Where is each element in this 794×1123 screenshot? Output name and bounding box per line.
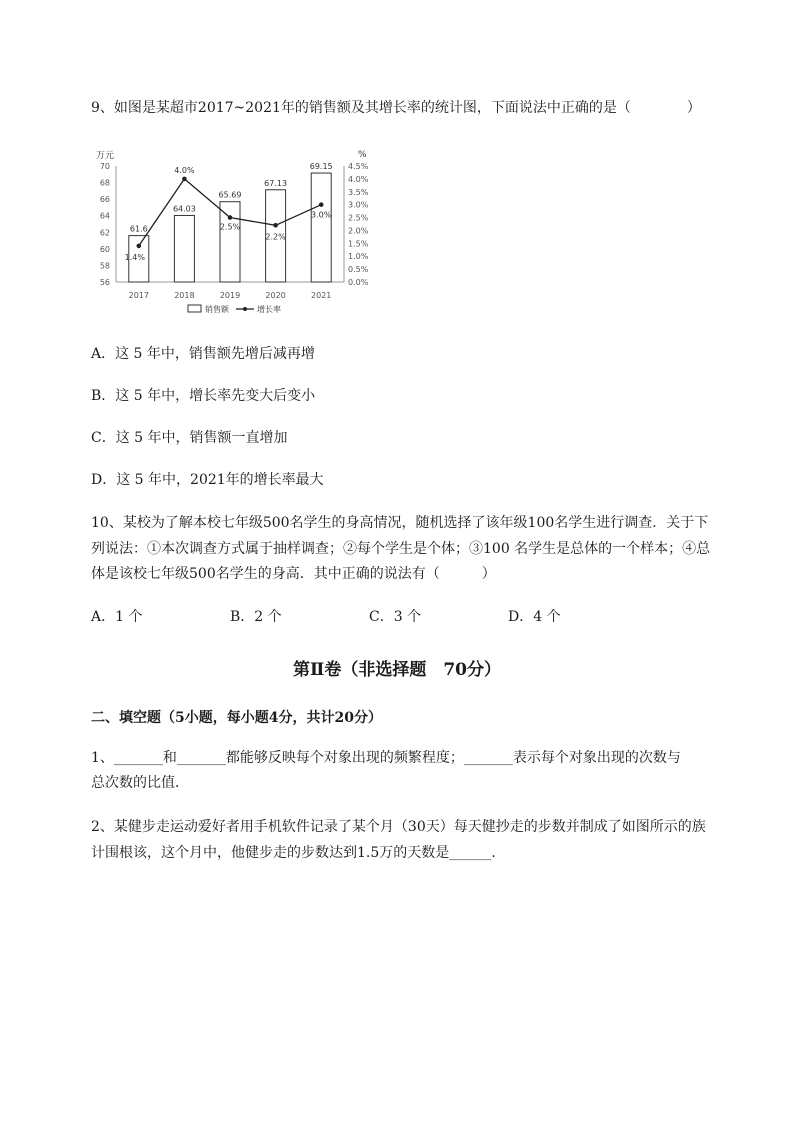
y-left-tick-label: 64 [99, 211, 110, 221]
y-left-tick-label: 60 [99, 244, 110, 254]
y-left-tick-label: 62 [99, 228, 110, 238]
y-right-tick-label: 4.5% [348, 162, 369, 171]
y-right-tick-label: 0.5% [348, 265, 369, 275]
bar-data-label: 67.13 [264, 178, 288, 188]
q9-option-c: C．这 5 年中，销售额一直增加 [91, 430, 288, 446]
q10-option-a: A．1 个 [91, 609, 143, 625]
fill-q2-line-1: 2、某健步走运动爱好者用手机软件记录了某个月（30天）每天健抄走的步数并制成了如图所示的族 [91, 819, 706, 835]
line-data-label: 4.0% [174, 165, 195, 175]
legend-bar-label: 销售额 [205, 305, 229, 314]
growth-rate-point [182, 177, 187, 182]
q10-option-c: C．3 个 [369, 609, 422, 625]
growth-rate-point [273, 223, 278, 228]
y-right-unit: % [358, 150, 367, 160]
bar-sales [311, 173, 331, 282]
q10-option-b: B．2 个 [230, 609, 282, 625]
x-tick-label: 2021 [311, 291, 332, 300]
bar-sales [220, 202, 240, 282]
growth-rate-point [137, 244, 142, 249]
line-data-label: 2.2% [265, 232, 286, 242]
line-data-label: 1.4% [124, 252, 145, 262]
bar-data-label: 69.15 [309, 162, 333, 172]
legend-line-marker [243, 307, 247, 311]
line-data-label: 2.5% [219, 222, 241, 232]
sales-growth-chart [88, 142, 388, 322]
q9-option-a: A．这 5 年中，销售额先增后减再增 [91, 346, 315, 362]
bar-data-label: 65.69 [218, 190, 242, 200]
y-right-tick-label: 2.0% [348, 226, 369, 236]
y-right-tick-label: 3.5% [348, 187, 369, 197]
bar-data-label: 61.6 [129, 224, 148, 234]
fill-q2-line-2: 计围根该，这个月中，他健步走的步数达到1.5万的天数是______. [91, 845, 496, 861]
y-left-unit: 万元 [96, 151, 115, 161]
y-left-tick-label: 66 [99, 195, 110, 205]
q10-line-3: 体是该校七年级500名学生的身高．其中正确的说法有（ ） [91, 566, 496, 582]
fill-q1-line-1: 1、_______和_______都能够反映每个对象出现的频繁程度；_______表示每个对象出现的次数与 [91, 750, 681, 766]
part-2-title: 第Ⅱ卷（非选择题 70分） [293, 660, 501, 680]
growth-rate-point [228, 215, 233, 220]
x-tick-label: 2018 [174, 291, 195, 300]
y-left-tick-label: 68 [99, 178, 110, 188]
y-right-tick-label: 3.0% [348, 200, 369, 210]
fill-q1-line-2: 总次数的比值． [91, 775, 189, 791]
q10-line-1: 10、某校为了解本校七年级500名学生的身高情况，随机选择了该年级100名学生进行调查．关于下 [91, 515, 709, 531]
q9-option-d: D．这 5 年中，2021年的增长率最大 [91, 472, 324, 488]
q9-stem: 9、如图是某超市2017~2021年的销售额及其增长率的统计图，下面说法中正确的是（ ） [91, 100, 701, 116]
q9-option-b: B．这 5 年中，增长率先变大后变小 [91, 388, 316, 404]
legend-bar-swatch [188, 305, 201, 312]
y-right-tick-label: 2.5% [348, 213, 369, 223]
growth-rate-point [319, 202, 324, 207]
y-right-tick-label: 4.0% [348, 174, 369, 184]
fill-blank-section-title: 二、填空题（5小题，每小题4分，共计20分） [91, 710, 382, 726]
bar-sales [174, 215, 194, 282]
y-left-tick-label: 58 [99, 261, 110, 271]
line-data-label: 3.0% [311, 210, 332, 220]
legend-line-label: 增长率 [257, 305, 281, 314]
x-tick-label: 2019 [219, 291, 241, 300]
q10-line-2: 列说法：①本次调查方式属于抽样调查；②每个学生是个体；③100 名学生是总体的一个样本；④总 [91, 541, 711, 557]
bar-data-label: 64.03 [172, 204, 196, 214]
y-right-tick-label: 1.0% [348, 252, 369, 262]
y-right-tick-label: 1.5% [348, 239, 369, 249]
y-left-tick-label: 56 [99, 278, 110, 287]
q10-option-d: D．4 个 [508, 609, 561, 625]
x-tick-label: 2017 [128, 291, 149, 300]
y-left-tick-label: 70 [99, 162, 110, 171]
x-tick-label: 2020 [265, 291, 286, 300]
y-right-tick-label: 0.0% [348, 278, 369, 287]
